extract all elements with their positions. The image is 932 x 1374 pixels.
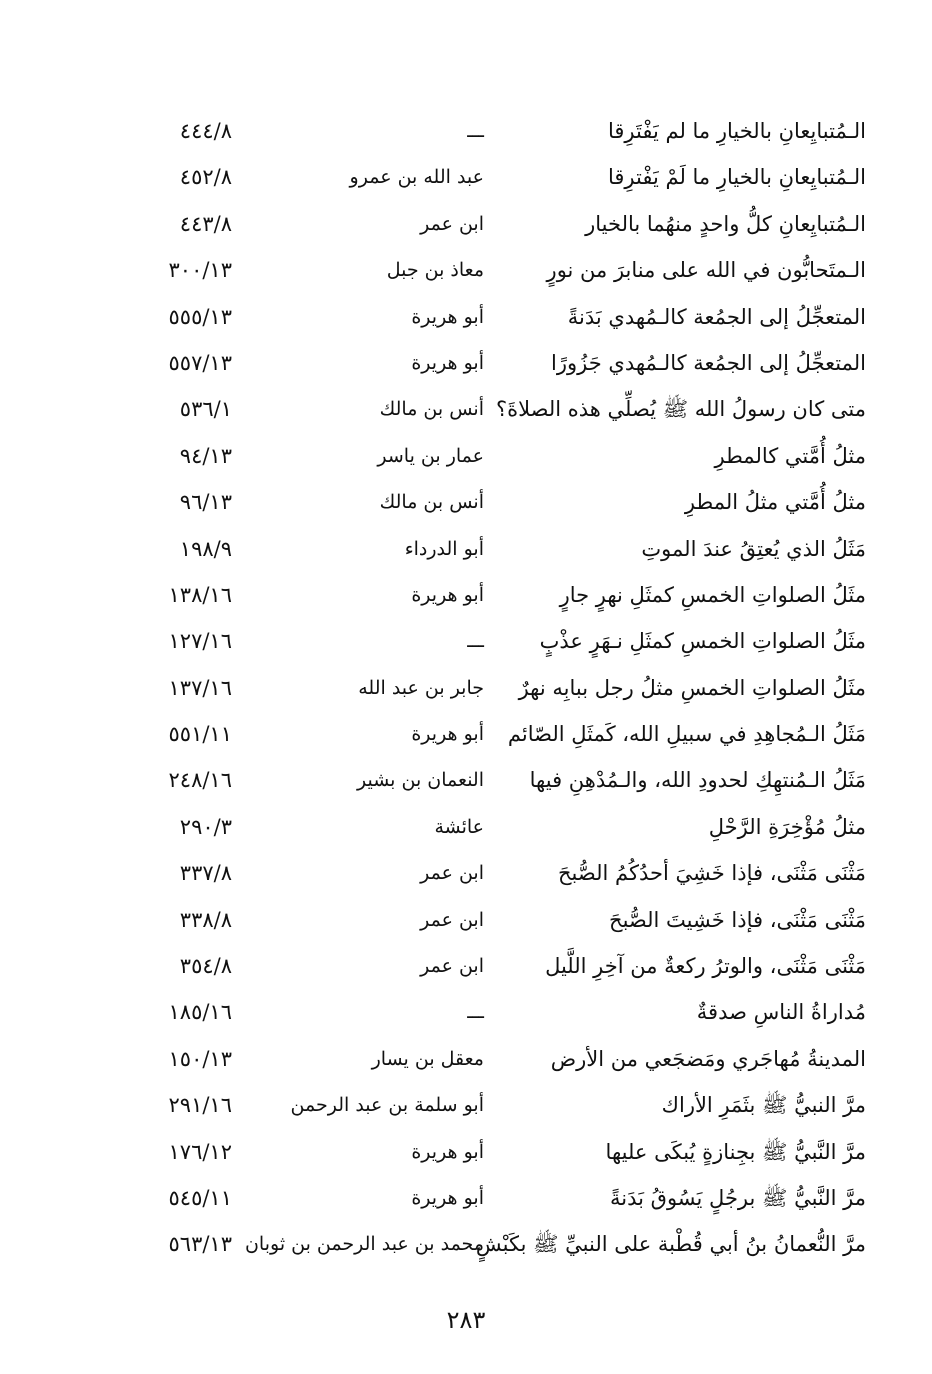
volume-page-ref: ٤٥٢/٨ [179,165,232,190]
hadith-text: المتعجِّلُ إلى الجمُعة كالـمُهدي بَدَنةً [567,304,866,329]
hadith-text: مَثْنَى مَثْنَى، فإذا خَشِيتَ الصُّبحَ [609,907,866,932]
narrator-name: النعمان بن بشير [357,769,484,792]
volume-page-ref: ٥٥٥/١٣ [168,304,232,329]
narrator-name: عائشة [434,815,484,838]
volume-page-ref: ٥٦٣/١٣ [168,1232,232,1257]
hadith-text: الـمُتبايِعانِ كلُّ واحدٍ منهُما بالخيار [585,211,866,236]
narrator-name: عمار بن ياسر [377,444,484,467]
volume-page-ref: ١٨٥/١٦ [168,1000,232,1025]
narrator-name: ابن عمر [420,862,484,885]
hadith-text: مرَّ النُّعمانُ بنُ أبي قُطْبة على النبيِّ ﷺ بكَبْشٍ [475,1232,866,1257]
index-row [0,479,932,525]
narrator-name: أبو هريرة [411,723,484,746]
index-row [0,340,932,386]
hadith-text: مثلُ أُمَّتي مثلُ المطرِ [684,490,866,515]
volume-page-ref: ١٩٨/٩ [179,536,232,561]
hadith-text: مَثْنَى مَثْنَى، فإذا خَشِيَ أحدُكُمُ الصُّبحَ [558,861,866,886]
hadith-text: مرَّ النَّبيُّ ﷺ بجِنازةٍ يُبكَى عليها [605,1139,866,1164]
narrator-name: أبو الدرداء [404,537,484,560]
volume-page-ref: ٥٥٧/١٣ [168,350,232,375]
hadith-text: المتعجِّلُ إلى الجمُعة كالـمُهدي جَزُورًا [551,350,866,375]
volume-page-ref: ٤٤٣/٨ [179,211,232,236]
hadith-text: الـمُتبايِعانِ بالخيارِ ما لَمْ يَفْترِقا [607,165,866,190]
index-row [0,711,932,757]
narrator-name: ابن عمر [420,955,484,978]
narrator-name: ـــ [467,630,484,653]
volume-page-ref: ١٢٧/١٦ [168,629,232,654]
volume-page-ref: ٥٥١/١١ [168,722,232,747]
volume-page-ref: ٩٤/١٣ [179,443,232,468]
index-row [0,1175,932,1221]
volume-page-ref: ٤٤٤/٨ [179,119,232,143]
hadith-text: مثلُ أُمَّتي كالمطرِ [714,443,866,468]
narrator-name: جابر بن عبد الله [358,676,484,699]
narrator-name: أبو هريرة [411,351,484,374]
index-row [0,572,932,618]
index-row [0,943,932,989]
hadith-text: مُداراةُ الناسِ صدقةٌ [696,1000,866,1025]
index-row [0,247,932,293]
hadith-text: الـمُتبايِعانِ بالخيارِ ما لم يَفْتَرِقا [607,119,866,143]
narrator-name: ابن عمر [420,212,484,235]
index-row [0,201,932,247]
hadith-index-table [0,108,932,1268]
volume-page-ref: ٢٩١/١٦ [168,1093,232,1118]
index-row [0,386,932,432]
hadith-text: مثَلُ الصلواتِ الخمسِ كمثَلِ نـهَرٍ عذْبٍ [539,629,866,654]
index-row [0,897,932,943]
index-row [0,665,932,711]
index-row [0,1129,932,1175]
volume-page-ref: ٣٠٠/١٣ [168,258,232,283]
hadith-text: مثَلُ الصلواتِ الخمسِ كمثَلِ نهرٍ جارٍ [559,582,866,607]
narrator-name: محمد بن عبد الرحمن بن ثوبان [244,1233,484,1256]
narrator-name: أبو هريرة [411,583,484,606]
index-row [0,108,932,154]
narrator-name: أبو هريرة [411,1186,484,1209]
hadith-text: مرَّ النبيُّ ﷺ بثَمَرِ الأراك [661,1093,866,1118]
hadith-text: مرَّ النَّبيُّ ﷺ برجُلٍ يَسُوقُ بَدَنةً [610,1185,866,1210]
hadith-text: مثلُ مُؤْخِرَةِ الرَّحْلِ [708,814,866,839]
volume-page-ref: ٢٩٠/٣ [179,814,232,839]
narrator-name: أنس بن مالك [379,491,484,514]
index-row [0,618,932,664]
volume-page-ref: ١٣٨/١٦ [168,582,232,607]
narrator-name: ـــ [467,1001,484,1024]
index-row [0,804,932,850]
index-row [0,757,932,803]
narrator-name: معقل بن يسار [371,1047,484,1070]
hadith-text: الـمتَحابُّون في الله على منابرَ من نورٍ [546,258,866,283]
index-row [0,433,932,479]
volume-page-ref: ٣٣٧/٨ [179,861,232,886]
hadith-text: مثَلُ الصلواتِ الخمسِ مثلُ رجل ببابِه نهرٌ [518,675,866,700]
volume-page-ref: ٥٣٦/١ [179,397,232,422]
index-row [0,154,932,200]
narrator-name: معاذ بن جبل [386,259,484,282]
hadith-text: مَثَلُ الـمُنتهِكِ لحدودِ الله، والـمُدْهِنِ فيها [529,768,866,793]
narrator-name: أبو هريرة [411,305,484,328]
narrator-name: أنس بن مالك [379,398,484,421]
index-row [0,989,932,1035]
volume-page-ref: ٣٣٨/٨ [179,907,232,932]
hadith-text: متى كان رسولُ الله ﷺ يُصلِّي هذه الصلاةَ؟ [495,397,866,422]
narrator-name: ابن عمر [420,908,484,931]
volume-page-ref: ١٣٧/١٦ [168,675,232,700]
hadith-text: مَثَلُ الـمُجاهِدِ في سبيلِ الله، كَمثَلِ الصّائم [507,722,866,747]
volume-page-ref: ٢٤٨/١٦ [168,768,232,793]
volume-page-ref: ٥٤٥/١١ [168,1185,232,1210]
volume-page-ref: ١٥٠/١٣ [168,1046,232,1071]
volume-page-ref: ٣٥٤/٨ [179,954,232,979]
volume-page-ref: ٩٦/١٣ [179,490,232,515]
index-row [0,850,932,896]
volume-page-ref: ١٧٦/١٢ [168,1139,232,1164]
index-row [0,1221,932,1267]
narrator-name: ـــ [467,120,484,142]
narrator-name: أبو سلمة بن عبد الرحمن [290,1094,484,1117]
index-row [0,294,932,340]
index-row [0,1082,932,1128]
narrator-name: أبو هريرة [411,1140,484,1163]
page-number: ٢٨٣ [446,1306,486,1334]
hadith-text: المدينةُ مُهاجَري ومَضجَعي من الأرض [550,1046,866,1071]
narrator-name: عبد الله بن عمرو [349,166,484,189]
hadith-text: مَثْنَى مَثْنَى، والوترُ ركعةٌ من آخِرِ اللَّيل [545,954,866,979]
index-row [0,1036,932,1082]
hadith-text: مَثَلُ الذي يُعتِقُ عندَ الموتِ [641,536,866,561]
index-row [0,526,932,572]
